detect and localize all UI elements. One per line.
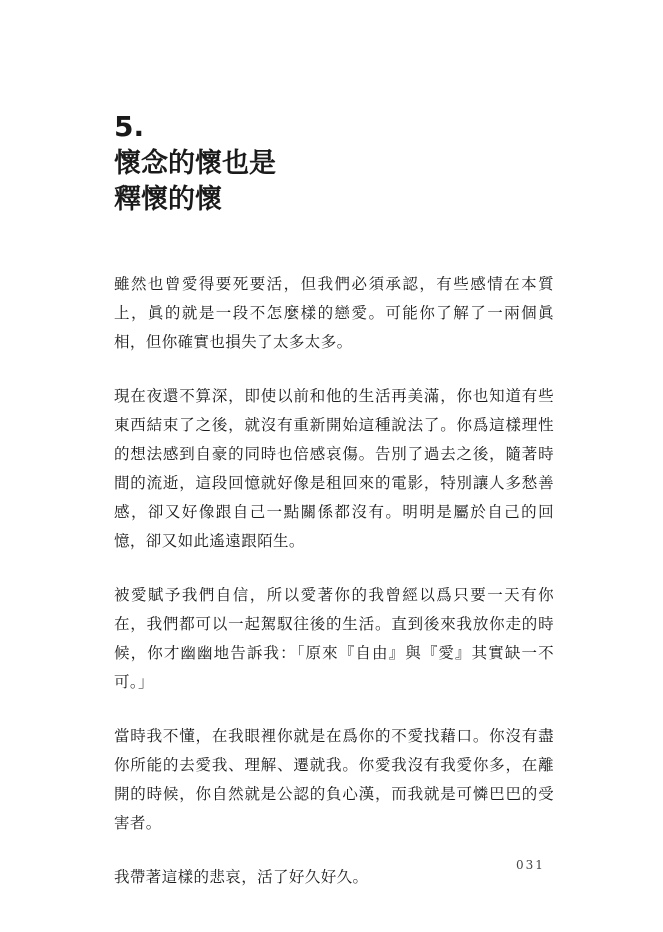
paragraph-3: 被愛賦予我們自信，所以愛著你的我曾經以爲只要一天有你在，我們都可以一起駕馭往後的生活。直到後來我放你走的時候，你才幽幽地告訴我：「原來『自由』與『愛』其實缺一不可。」 (114, 586, 554, 691)
chapter-title-line-1: 懷念的懷也是 (114, 148, 276, 179)
body-text (114, 270, 554, 892)
page-number: 031 (516, 858, 545, 872)
paragraph-4: 當時我不懂，在我眼裡你就是在爲你的不愛找藉口。你沒有盡你所能的去愛我、理解、遷就我。你愛我沒有我愛你多，在離開的時候，你自然就是公認的負心漢，而我就是可憐巴巴的受害者。 (114, 727, 554, 832)
paragraph-2: 現在夜還不算深，即使以前和他的生活再美滿，你也知道有些東西結束了之後，就沒有重新開始這種說法了。你爲這樣理性的想法感到自豪的同時也倍感哀傷。告別了過去之後，隨著時間的流逝，這段回憶就好像是租回來的電影，特別讓人多愁善感，卻又好像跟自己一點關係都沒有。明明是屬於自己的回憶，卻又如此遙遠跟陌生。 (114, 387, 554, 550)
paragraph-1: 雖然也曾愛得要死要活，但我們必須承認，有些感情在本質上，眞的就是一段不怎麼樣的戀愛。可能你了解了一兩個眞相，但你確實也損失了太多太多。 (114, 275, 554, 351)
chapter-title-line-2: 釋懷的懷 (114, 184, 222, 215)
chapter-title (114, 146, 276, 218)
chapter-number: 5. (114, 110, 145, 143)
paragraph-5: 我帶著這樣的悲哀，活了好久好久。 (114, 868, 369, 886)
